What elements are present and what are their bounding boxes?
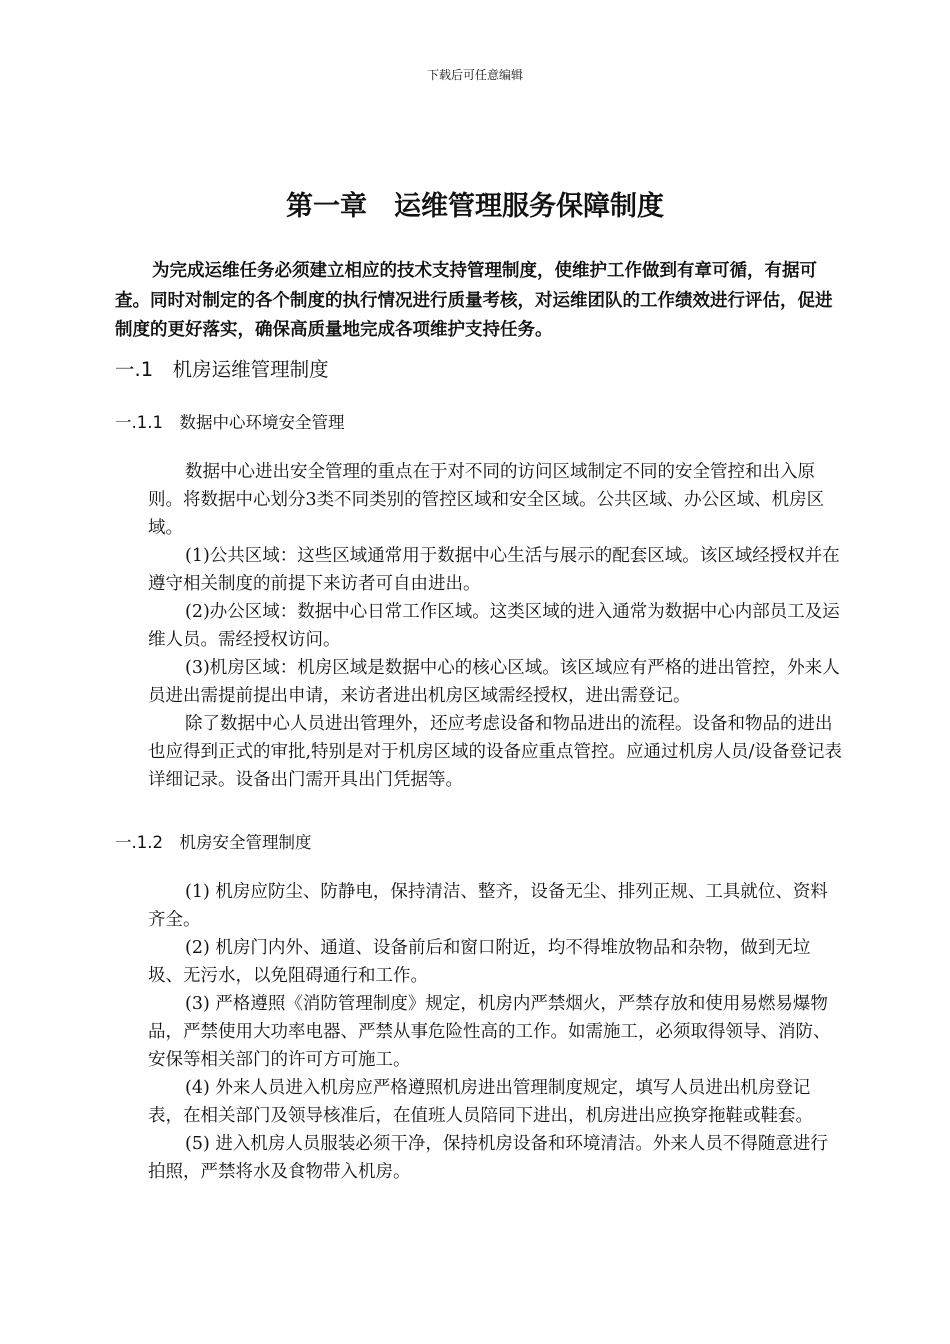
paragraph: 除了数据中心人员进出管理外，还应考虑设备和物品进出的流程。设备和物品的进出也应得到正式的审批,特别是对于机房区域的设备应重点管控。应通过机房人员/设备登记表详细记录。设备出门需开具出门凭据等。 — [148, 714, 842, 790]
paragraph: (2)办公区域：数据中心日常工作区域。这类区域的进入通常为数据中心内部员工及运维人员。需经授权访问。 — [148, 602, 840, 650]
paragraph: (3) 严格遵照《消防管理制度》规定，机房内严禁烟火，严禁存放和使用易燃易爆物品，严禁使用大功率电器、严禁从事危险性高的工作。如需施工，必须取得领导、消防、安保等相关部门的许可方可施工。 — [148, 994, 831, 1070]
paragraph: (3)机房区域：机房区域是数据中心的核心区域。该区域应有严格的进出管控，外来人员进出需提前提出申请，来访者进出机房区域需经授权，进出需登记。 — [148, 658, 840, 706]
paragraph: (4) 外来人员进入机房应严格遵照机房进出管理制度规定，填写人员进出机房登记表，在相关部门及领导核准后，在值班人员陪同下进出，机房进出应换穿拖鞋或鞋套。 — [148, 1078, 813, 1126]
subsection-heading-1: 一.1.1 数据中心环境安全管理 — [115, 413, 345, 432]
intro-paragraph: 为完成运维任务必须建立相应的技术支持管理制度，使维护工作做到有章可循，有据可查。同时对制定的各个制度的执行情况进行质量考核，对运维团队的工作绩效进行评估，促进制度的更好落实，确保高质量地完成各项维护支持任务。 — [115, 261, 833, 340]
paragraph: (2) 机房门内外、通道、设备前后和窗口附近，均不得堆放物品和杂物，做到无垃圾、无污水，以免阻碍通行和工作。 — [148, 938, 811, 986]
paragraph: (5) 进入机房人员服装必须干净，保持机房设备和环境清洁。外来人员不得随意进行拍照，严禁将水及食物带入机房。 — [148, 1134, 828, 1182]
chapter-title: 第一章 运维管理服务保障制度 — [286, 191, 664, 222]
section-heading: 一.1 机房运维管理制度 — [115, 358, 329, 381]
subsection-1-body — [148, 458, 843, 794]
subsection-2-body — [148, 878, 843, 1186]
paragraph: (1)公共区域：这些区域通常用于数据中心生活与展示的配套区域。该区域经授权并在遵守相关制度的前提下来访者可自由进出。 — [148, 546, 840, 594]
paragraph: (1) 机房应防尘、防静电，保持清洁、整齐，设备无尘、排列正规、工具就位、资料齐全。 — [148, 882, 828, 930]
page-header: 下载后可任意编辑 — [426, 68, 523, 82]
subsection-heading-2: 一.1.2 机房安全管理制度 — [115, 833, 312, 852]
paragraph: 数据中心进出安全管理的重点在于对不同的访问区域制定不同的安全管控和出入原则。将数据中心划分3类不同类别的管控区域和安全区域。公共区域、办公区域、机房区域。 — [148, 462, 825, 538]
